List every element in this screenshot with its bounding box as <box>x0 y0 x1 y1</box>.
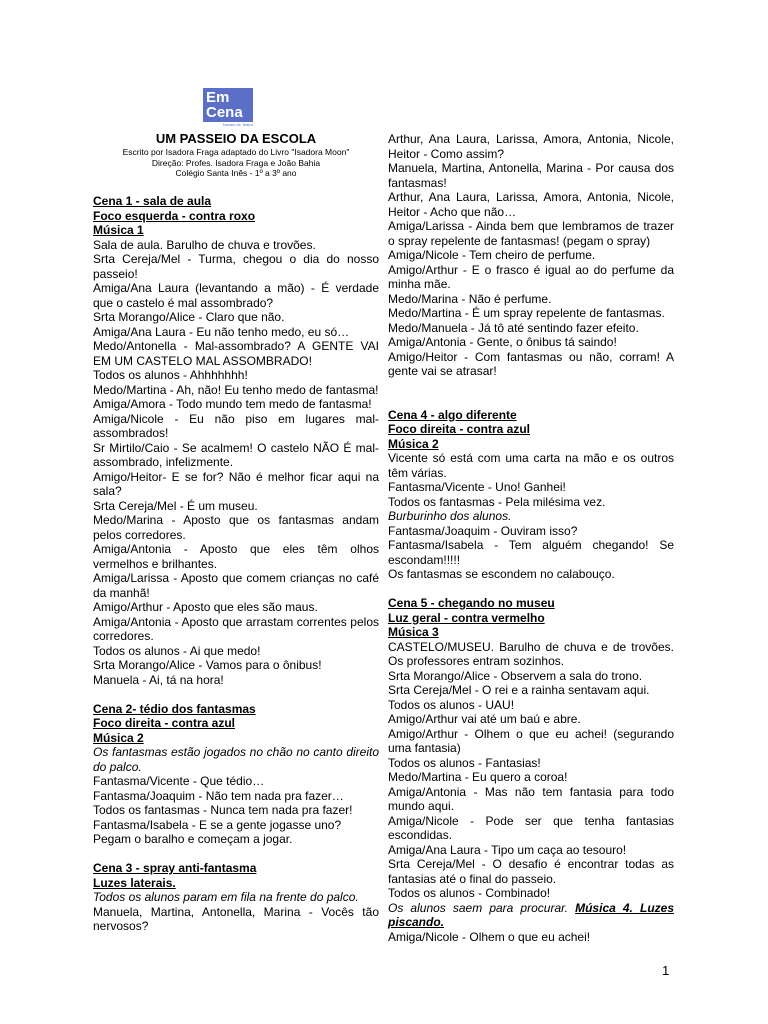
scene-3-continued-lines <box>388 132 674 379</box>
scene-5-lines <box>388 640 674 901</box>
school-line: Colégio Santa Inês - 1º a 3º ano <box>175 168 297 178</box>
dialogue-line: Sr Mirtilo/Caio - Se acalmem! O castelo NÃO É mal-assombrado, infelizmente. <box>93 440 379 469</box>
scene-music: Música 2 <box>93 730 144 745</box>
right-column <box>388 132 674 944</box>
scene-lighting: Luz geral - contra vermelho <box>388 610 545 625</box>
dialogue-line: Amigo/Heitor - Com fantasmas ou não, corram! A gente vai se atrasar! <box>388 349 674 378</box>
dialogue-line: Amiga/Nicole - Eu não piso em lugares mal-assombrados! <box>93 411 379 440</box>
music-cue: Música 4. Luzes piscando. <box>388 900 674 929</box>
dialogue-line: Amiga/Larissa - Aposto que comem crianças no café da manhã! <box>93 571 379 600</box>
scene-heading: Cena 3 - spray anti-fantasma <box>93 861 257 875</box>
dialogue-line: Srta Morango/Alice - Vamos para o ônibus! <box>93 658 322 672</box>
scene-music: Música 1 <box>93 223 144 237</box>
dialogue-line: Sala de aula. Barulho de chuva e trovões. <box>93 237 316 252</box>
dialogue-line: Srta Cereja/Mel - Turma, chegou o dia do nosso passeio! <box>93 252 379 281</box>
logo-mark: Em Cena <box>203 88 253 122</box>
dialogue-line: Srta Cereja/Mel - É um museu. <box>93 498 258 513</box>
dialogue-line: Srta Morango/Alice - Observem a sala do trono. <box>388 668 643 683</box>
stage-direction: Todos os alunos param em fila na frente do palco. <box>93 890 359 904</box>
dialogue-line: CASTELO/MUSEU. Barulho de chuva e de trovões. Os professores entram sozinhos. <box>388 639 674 668</box>
dialogue-line: Amigo/Arthur vai até um baú e abre. <box>388 712 581 726</box>
left-column <box>93 194 379 934</box>
dialogue-line: Medo/Antonella - Mal-assombrado? A GENTE VAI EM UM CASTELO MAL ASSOMBRADO! <box>93 339 379 368</box>
dialogue-line: Amiga/Antonia - Mas não tem fantasia para todo mundo aqui. <box>388 784 674 813</box>
dialogue-line: Manuela, Martina, Antonella, Marina - Por causa dos fantasmas! <box>388 161 674 190</box>
dialogue-line: Todos os alunos - Ahhhhhhh! <box>93 368 248 382</box>
dialogue-line: Todos os alunos - Combinado! <box>388 886 551 900</box>
dialogue-line: Amiga/Larissa - Ainda bem que lembramos de trazer o spray repelente de fantasmas! (pegam o spray) <box>388 219 674 248</box>
dialogue-line: Todos os alunos - Ai que medo! <box>93 643 261 658</box>
dialogue-line: Arthur, Ana Laura, Larissa, Amora, Antonia, Nicole, Heitor - Acho que não… <box>388 190 674 219</box>
dialogue-line: Amiga/Nicole - Tem cheiro de perfume. <box>388 248 596 262</box>
author-line: Escrito por Isadora Fraga adaptado do Livro "Isadora Moon" <box>122 147 350 157</box>
scene-heading: Cena 5 - chegando no museu <box>388 596 555 610</box>
stage-direction: Os fantasmas estão jogados no chão no canto direito do palco. <box>93 745 379 774</box>
dialogue-line: Manuela, Martina, Antonella, Marina - Vocês tão nervosos? <box>93 904 379 933</box>
dialogue-line: Medo/Marina - Não é perfume. <box>388 291 552 306</box>
dialogue-line: Pegam o baralho e começam a jogar. <box>93 832 293 846</box>
dialogue-line: Amigo/Arthur - Olhem o que eu achei! (segurando uma fantasia) <box>388 726 674 755</box>
dialogue-line: Amiga/Ana Laura - Tipo um caça ao tesouro! <box>388 842 627 857</box>
dialogue-line: Fantasma/Isabela - E se a gente jogasse uno? <box>93 817 342 832</box>
scene-heading: Cena 1 - sala de aula <box>93 194 212 208</box>
scene-4-lines <box>388 451 674 509</box>
scene-lighting: Luzes laterais. <box>93 875 176 890</box>
dialogue-line: Fantasma/Joaquim - Ouviram isso? <box>388 523 578 538</box>
dialogue-line: Todos os alunos - UAU! <box>388 697 515 712</box>
dialogue-line: Amiga/Nicole - Pode ser que tenha fantasias escondidas. <box>388 813 674 842</box>
dialogue-line: Medo/Marina - Aposto que os fantasmas andam pelos corredores. <box>93 513 379 542</box>
dialogue-line: Todos os fantasmas - Pela milésima vez. <box>388 494 606 509</box>
dialogue-line: Amiga/Ana Laura (levantando a mão) - É verdade que o castelo é mal assombrado? <box>93 281 379 310</box>
dialogue-line: Medo/Martina - Eu quero a coroa! <box>388 770 568 784</box>
page-number: 1 <box>662 963 670 978</box>
scene-1-lines <box>93 238 379 688</box>
scene-music: Música 2 <box>388 436 439 451</box>
scene-4-lines-continued <box>388 524 674 582</box>
document-header <box>93 131 379 179</box>
dialogue-line: Fantasma/Vicente - Uno! Ganhei! <box>388 480 566 494</box>
dialogue-line: Medo/Manuela - Já tô até sentindo fazer efeito. <box>388 320 639 335</box>
dialogue-line: Amiga/Amora - Todo mundo tem medo de fantasma! <box>93 397 372 411</box>
dialogue-line: Srta Morango/Alice - Claro que não. <box>93 310 285 324</box>
logo <box>203 88 253 128</box>
dialogue-line: Manuela - Ai, tá na hora! <box>93 672 224 687</box>
dialogue-line: Amiga/Ana Laura - Eu não tenho medo, eu só… <box>93 324 350 339</box>
scene-lighting: Foco direita - contra azul <box>388 422 531 436</box>
dialogue-line: Srta Cereja/Mel - O desafio é encontrar todas as fantasias até o final do passeio. <box>388 857 674 886</box>
stage-direction <box>388 901 674 930</box>
dialogue-line: Arthur, Ana Laura, Larissa, Amora, Antonia, Nicole, Heitor - Como assim? <box>388 132 674 161</box>
scene-lighting: Foco direita - contra azul <box>93 716 236 730</box>
dialogue-line: Amiga/Antonia - Aposto que arrastam correntes pelos corredores. <box>93 614 379 643</box>
dialogue-line: Amigo/Arthur - Aposto que eles são maus. <box>93 600 318 614</box>
scene-heading: Cena 2- tédio dos fantasmas <box>93 701 256 716</box>
dialogue-line: Fantasma/Joaquim - Não tem nada pra fazer… <box>93 788 344 803</box>
scene-lighting: Foco esquerda - contra roxo <box>93 208 256 223</box>
scene-heading: Cena 4 - algo diferente <box>388 407 517 422</box>
dialogue-line: Medo/Martina - É um spray repelente de fantasmas. <box>388 306 665 320</box>
dialogue-line: Amiga/Antonia - Aposto que eles têm olhos vermelhos e brilhantes. <box>93 542 379 571</box>
logo-tagline: Núcleo de Teatro <box>222 122 253 127</box>
scene-3-lines <box>93 905 379 934</box>
dialogue-line: Vicente só está com uma carta na mão e os outros têm várias. <box>388 451 674 480</box>
dialogue-line: Amiga/Antonia - Gente, o ônibus tá saindo! <box>388 335 617 349</box>
dialogue-line: Srta Cereja/Mel - O rei e a rainha sentavam aqui. <box>388 683 650 697</box>
document-title: UM PASSEIO DA ESCOLA <box>155 131 317 146</box>
dialogue-line: Todos os alunos - Fantasias! <box>388 755 541 770</box>
direction-line: Direção: Profes. Isadora Fraga e João Bahia <box>151 157 321 168</box>
dialogue-line: Amigo/Arthur - E o frasco é igual ao do perfume da minha mãe. <box>388 262 674 291</box>
dialogue-line: Todos os fantasmas - Nunca tem nada pra fazer! <box>93 803 353 817</box>
dialogue-line: Amiga/Nicole - Olhem o que eu achei! <box>388 929 591 944</box>
scene-music: Música 3 <box>388 625 439 639</box>
dialogue-line: Fantasma/Isabela - Tem alguém chegando! Se escondam!!!!! <box>388 538 674 567</box>
stage-direction-text: Os alunos saem para procurar. <box>388 900 569 915</box>
dialogue-line: Fantasma/Vicente - Que tédio… <box>93 774 265 788</box>
dialogue-line: Amigo/Heitor- E se for? Não é melhor ficar aqui na sala? <box>93 469 379 498</box>
scene-2-lines <box>93 774 379 847</box>
dialogue-line: Os fantasmas se escondem no calabouço. <box>388 567 615 581</box>
stage-direction: Burburinho dos alunos. <box>388 509 512 523</box>
dialogue-line: Medo/Martina - Ah, não! Eu tenho medo de fantasma! <box>93 382 379 397</box>
